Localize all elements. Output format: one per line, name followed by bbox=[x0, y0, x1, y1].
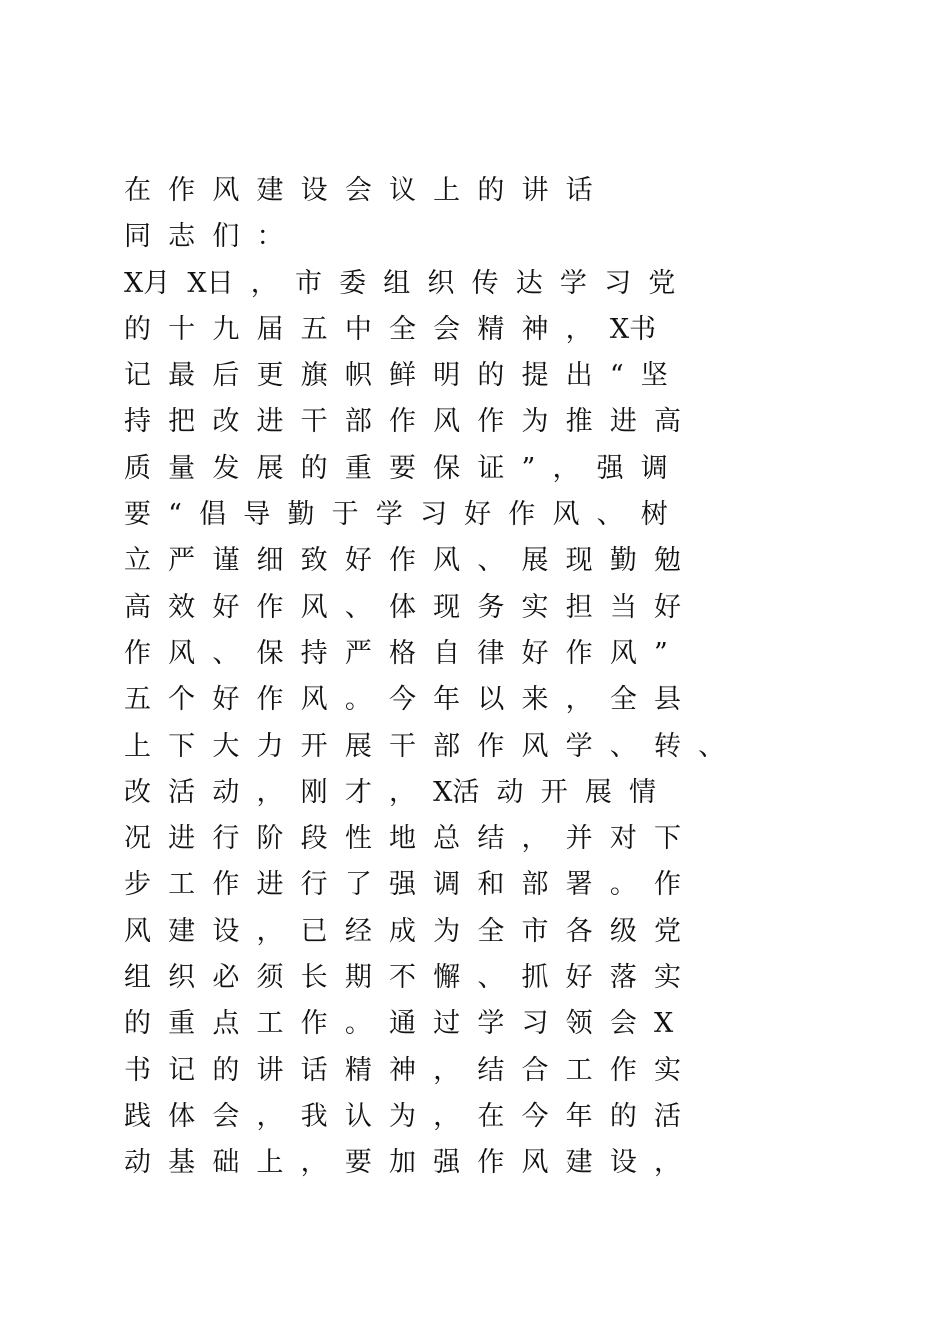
body-line-16: 组 织 必 须 长 期 不 懈 、 抓 好 落 实 bbox=[124, 962, 681, 994]
body-line-17: 的 重 点 工 作 。 通 过 学 习 领 会 X bbox=[124, 1008, 674, 1040]
body-line-3: 记 最 后 更 旗 帜 鲜 明 的 提 出 “ 坚 bbox=[124, 360, 668, 392]
body-line-18: 书 记 的 讲 话 精 神 ， 结 合 工 作 实 bbox=[124, 1054, 681, 1086]
salutation: 同 志 们 ： bbox=[124, 221, 284, 253]
body-line-7: 立 严 谨 细 致 好 作 风 、 展 现 勤 勉 bbox=[124, 545, 681, 577]
body-line-8: 高 效 好 作 风 、 体 现 务 实 担 当 好 bbox=[124, 591, 681, 623]
body-line-10: 五 个 好 作 风 。 今 年 以 来 ， 全 县 bbox=[124, 684, 681, 716]
body-line-11: 上 下 大 力 开 展 干 部 作 风 学 、 转 、 bbox=[124, 730, 726, 762]
body-line-12: 改 活 动 ， 刚 才 ， X活 动 开 展 情 bbox=[124, 776, 657, 808]
body-line-2: 的 十 九 届 五 中 全 会 精 神 ， X书 bbox=[124, 313, 657, 345]
body-line-13: 况 进 行 阶 段 性 地 总 结 ， 并 对 下 bbox=[124, 823, 681, 855]
body-line-15: 风 建 设 ， 已 经 成 为 全 市 各 级 党 bbox=[124, 915, 681, 947]
body-line-19: 践 体 会 ， 我 认 为 ， 在 今 年 的 活 bbox=[124, 1100, 681, 1132]
speech-text-block bbox=[124, 168, 844, 1187]
body-line-9: 作 风 、 保 持 严 格 自 律 好 作 风 ” bbox=[124, 637, 668, 669]
body-line-6: 要 “ 倡 导 勤 于 学 习 好 作 风 、 树 bbox=[124, 499, 668, 531]
body-line-4: 持 把 改 进 干 部 作 风 作 为 推 进 高 bbox=[124, 406, 681, 438]
body-line-20: 动 基 础 上 ， 要 加 强 作 风 建 设 ， bbox=[124, 1147, 681, 1179]
body-line-1: X月 X日 ， 市 委 组 织 传 达 学 习 党 bbox=[124, 267, 676, 299]
body-line-5: 质 量 发 展 的 重 要 保 证 ” ， 强 调 bbox=[124, 452, 668, 484]
document-title: 在 作 风 建 设 会 议 上 的 讲 话 bbox=[124, 175, 593, 206]
body-line-14: 步 工 作 进 行 了 强 调 和 部 署 。 作 bbox=[124, 869, 681, 901]
